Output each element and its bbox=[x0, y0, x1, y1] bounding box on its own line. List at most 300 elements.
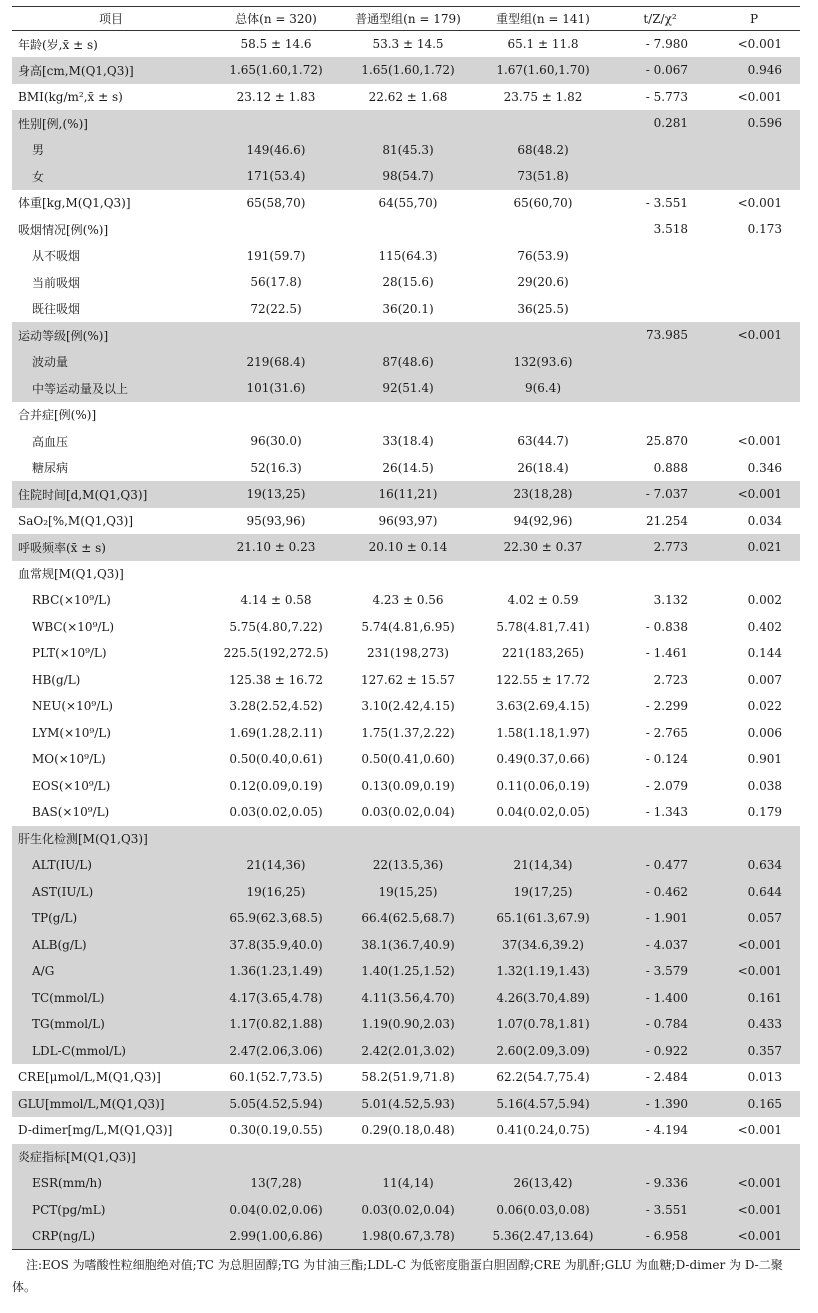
cell-total: 2.99(1.00,6.86) bbox=[210, 1223, 342, 1250]
cell-statistic: - 0.477 bbox=[612, 852, 708, 879]
cell-common: 4.23 ± 0.56 bbox=[372, 593, 444, 608]
cell-severe: 9(6.4) bbox=[474, 375, 612, 402]
cell-total: 72(22.5) bbox=[250, 301, 302, 316]
cell-common: 0.03(0.02,0.04) bbox=[342, 1197, 474, 1224]
cell-p-value bbox=[708, 243, 800, 270]
cell-p-value: 0.038 bbox=[747, 778, 782, 793]
cell-common: 5.74(4.81,6.95) bbox=[361, 619, 455, 634]
cell-common: 22(13.5,36) bbox=[342, 852, 474, 879]
cell-statistic: - 2.765 bbox=[645, 725, 688, 740]
cell-severe: 1.07(0.78,1.81) bbox=[474, 1011, 612, 1038]
cell-statistic: - 1.901 bbox=[612, 905, 708, 932]
cell-severe: 94(92,96) bbox=[513, 513, 573, 528]
row-label: 中等运动量及以上 bbox=[12, 375, 210, 402]
header-severe-group: 重型组(n = 141) bbox=[474, 7, 612, 31]
row-label: 合并症[例(%)] bbox=[18, 408, 97, 423]
cell-severe: 37(34.6,39.2) bbox=[474, 932, 612, 959]
footnote-text: 注:EOS 为嗜酸性粒细胞绝对值;TC 为总胆固醇;TG 为甘油三酯;LDL-C 为低密度脂蛋白胆固醇;CRE 为肌酐;GLU 为血糖;D-dimer 为 D-二聚体。 bbox=[12, 1258, 783, 1294]
table-row bbox=[12, 1223, 800, 1250]
cell-total: 4.14 ± 0.58 bbox=[240, 593, 312, 608]
cell-total: 1.17(0.82,1.88) bbox=[210, 1011, 342, 1038]
cell-severe: 2.60(2.09,3.09) bbox=[474, 1038, 612, 1065]
cell-statistic: - 1.461 bbox=[645, 646, 688, 661]
cell-severe bbox=[474, 826, 612, 853]
cell-common: 64(55,70) bbox=[378, 195, 438, 210]
cell-common: 115(64.3) bbox=[378, 248, 438, 263]
row-label: CRP(ng/L) bbox=[12, 1223, 210, 1250]
cell-total: 95(93,96) bbox=[246, 513, 306, 528]
cell-p-value: <0.001 bbox=[737, 434, 782, 449]
cell-statistic: 3.132 bbox=[653, 593, 688, 608]
cell-severe: 0.41(0.24,0.75) bbox=[496, 1123, 590, 1138]
row-label: 高血压 bbox=[32, 434, 69, 449]
cell-severe: 36(25.5) bbox=[517, 301, 569, 316]
row-label: AST(IU/L) bbox=[12, 879, 210, 906]
cell-p-value: 0.402 bbox=[747, 619, 782, 634]
cell-common bbox=[342, 110, 474, 137]
table-row bbox=[12, 932, 800, 959]
cell-common: 26(14.5) bbox=[382, 460, 434, 475]
table-row bbox=[12, 1117, 800, 1144]
cell-common: 58.2(51.9,71.8) bbox=[361, 1070, 455, 1085]
cell-total: 191(59.7) bbox=[246, 248, 306, 263]
cell-p-value: 0.433 bbox=[708, 1011, 800, 1038]
cell-p-value bbox=[708, 349, 800, 376]
table-row bbox=[12, 561, 800, 588]
cell-statistic: - 7.980 bbox=[645, 37, 688, 51]
cell-total bbox=[210, 216, 342, 243]
cell-statistic: - 5.773 bbox=[645, 89, 688, 104]
table-row bbox=[12, 269, 800, 296]
cell-p-value: 0.173 bbox=[747, 222, 782, 237]
cell-severe: 65.1 ± 11.8 bbox=[507, 37, 579, 51]
cell-p-value: 0.161 bbox=[708, 985, 800, 1012]
row-label: 运动等级[例(%)] bbox=[12, 322, 210, 349]
cell-p-value bbox=[708, 826, 800, 853]
cell-total: 52(16.3) bbox=[250, 460, 302, 475]
table-row bbox=[12, 1064, 800, 1091]
cell-p-value: 0.013 bbox=[747, 1070, 782, 1085]
cell-total: 19(16,25) bbox=[210, 879, 342, 906]
cell-p-value bbox=[708, 137, 800, 164]
cell-p-value: <0.001 bbox=[708, 1197, 800, 1224]
cell-severe: 0.11(0.06,0.19) bbox=[496, 778, 590, 793]
cell-p-value: 0.901 bbox=[747, 752, 782, 767]
cell-common: 81(45.3) bbox=[342, 137, 474, 164]
cell-statistic bbox=[612, 375, 708, 402]
cell-common: 1.40(1.25,1.52) bbox=[342, 958, 474, 985]
cell-p-value: 0.165 bbox=[708, 1091, 800, 1118]
cell-severe: 5.78(4.81,7.41) bbox=[496, 619, 590, 634]
row-label: RBC(×10⁹/L) bbox=[32, 593, 111, 608]
cell-total: 3.28(2.52,4.52) bbox=[229, 699, 323, 714]
cell-p-value: 0.007 bbox=[747, 672, 782, 687]
cell-statistic: 2.773 bbox=[612, 534, 708, 561]
cell-total: 96(30.0) bbox=[250, 434, 302, 449]
cell-statistic: - 0.124 bbox=[645, 752, 688, 767]
cell-common: 96(93,97) bbox=[378, 513, 438, 528]
cell-total: 149(46.6) bbox=[210, 137, 342, 164]
row-label: MO(×10⁹/L) bbox=[32, 752, 106, 767]
cell-severe: 22.30 ± 0.37 bbox=[474, 534, 612, 561]
row-label: 肝生化检测[M(Q1,Q3)] bbox=[12, 826, 210, 853]
row-label: 血常规[M(Q1,Q3)] bbox=[18, 567, 124, 582]
cell-common: 92(51.4) bbox=[342, 375, 474, 402]
cell-p-value bbox=[708, 375, 800, 402]
table-row bbox=[12, 296, 800, 323]
cell-common bbox=[342, 561, 474, 588]
cell-common: 4.11(3.56,4.70) bbox=[342, 985, 474, 1012]
cell-severe: 1.32(1.19,1.43) bbox=[474, 958, 612, 985]
cell-statistic: - 9.336 bbox=[612, 1170, 708, 1197]
table-row bbox=[12, 1144, 800, 1171]
header-statistic: t/Z/χ² bbox=[612, 7, 708, 31]
cell-common: 38.1(36.7,40.9) bbox=[342, 932, 474, 959]
table-row bbox=[12, 1091, 800, 1118]
table-row bbox=[12, 375, 800, 402]
cell-common bbox=[342, 1144, 474, 1171]
table-row bbox=[12, 1038, 800, 1065]
cell-statistic: - 0.838 bbox=[645, 619, 688, 634]
cell-common: 98(54.7) bbox=[342, 163, 474, 190]
cell-p-value: <0.001 bbox=[708, 1223, 800, 1250]
row-label: BAS(×10⁹/L) bbox=[32, 805, 110, 820]
table-row bbox=[12, 1197, 800, 1224]
cell-statistic: 21.254 bbox=[646, 513, 688, 528]
cell-total: 56(17.8) bbox=[250, 275, 302, 290]
row-label: BMI(kg/m²,x̄ ± s) bbox=[18, 89, 123, 104]
cell-severe: 0.49(0.37,0.66) bbox=[496, 752, 590, 767]
cell-p-value: 0.021 bbox=[708, 534, 800, 561]
cell-severe: 73(51.8) bbox=[474, 163, 612, 190]
cell-statistic: 3.518 bbox=[653, 222, 688, 237]
cell-total: 60.1(52.7,73.5) bbox=[229, 1070, 323, 1085]
cell-p-value: 0.144 bbox=[747, 646, 782, 661]
cell-statistic: - 6.958 bbox=[612, 1223, 708, 1250]
cell-total: 0.03(0.02,0.05) bbox=[229, 805, 323, 820]
cell-total bbox=[210, 322, 342, 349]
cell-p-value bbox=[708, 296, 800, 323]
table-row bbox=[12, 216, 800, 243]
cell-severe bbox=[474, 110, 612, 137]
cell-total: 19(13,25) bbox=[210, 481, 342, 508]
row-label: D-dimer[mg/L,M(Q1,Q3)] bbox=[18, 1123, 173, 1138]
cell-severe: 0.06(0.03,0.08) bbox=[474, 1197, 612, 1224]
cell-p-value: <0.001 bbox=[708, 1170, 800, 1197]
table-row bbox=[12, 1170, 800, 1197]
cell-common: 87(48.6) bbox=[342, 349, 474, 376]
cell-common: 2.42(2.01,3.02) bbox=[342, 1038, 474, 1065]
cell-p-value bbox=[708, 561, 800, 588]
cell-total: 21.10 ± 0.23 bbox=[210, 534, 342, 561]
table-row bbox=[12, 481, 800, 508]
cell-common: 1.19(0.90,2.03) bbox=[342, 1011, 474, 1038]
cell-total: 1.69(1.28,2.11) bbox=[229, 725, 323, 740]
cell-common: 0.13(0.09,0.19) bbox=[361, 778, 455, 793]
table-row bbox=[12, 163, 800, 190]
cell-common: 33(18.4) bbox=[382, 434, 434, 449]
table-row bbox=[12, 826, 800, 853]
cell-statistic: 73.985 bbox=[612, 322, 708, 349]
cell-total bbox=[210, 1144, 342, 1171]
row-label: 既往吸烟 bbox=[32, 302, 81, 317]
cell-total: 21(14,36) bbox=[210, 852, 342, 879]
cell-p-value: 0.634 bbox=[708, 852, 800, 879]
cell-severe: 0.04(0.02,0.05) bbox=[496, 805, 590, 820]
cell-statistic: - 4.194 bbox=[645, 1123, 688, 1138]
cell-severe: 132(93.6) bbox=[474, 349, 612, 376]
table-container bbox=[12, 6, 800, 1250]
row-label: LYM(×10⁹/L) bbox=[32, 725, 111, 740]
cell-severe: 26(18.4) bbox=[517, 460, 569, 475]
cell-common bbox=[342, 322, 474, 349]
cell-total: 58.5 ± 14.6 bbox=[240, 37, 312, 51]
cell-common: 1.65(1.60,1.72) bbox=[342, 57, 474, 84]
table-row bbox=[12, 31, 800, 58]
cell-common bbox=[342, 216, 474, 243]
table-row bbox=[12, 508, 800, 535]
cell-statistic bbox=[612, 296, 708, 323]
cell-p-value: 0.002 bbox=[747, 593, 782, 608]
cell-p-value: 0.346 bbox=[747, 460, 782, 475]
cell-p-value: <0.001 bbox=[737, 89, 782, 104]
cell-severe: 21(14,34) bbox=[474, 852, 612, 879]
cell-p-value: 0.057 bbox=[708, 905, 800, 932]
table-row bbox=[12, 587, 800, 614]
cell-statistic: - 0.067 bbox=[612, 57, 708, 84]
cell-statistic: 0.281 bbox=[612, 110, 708, 137]
table-row bbox=[12, 614, 800, 641]
cell-statistic: - 0.922 bbox=[612, 1038, 708, 1065]
cell-severe: 1.58(1.18,1.97) bbox=[496, 725, 590, 740]
cell-severe: 63(44.7) bbox=[517, 434, 569, 449]
cell-statistic: 25.870 bbox=[646, 434, 688, 449]
cell-severe: 76(53.9) bbox=[517, 248, 569, 263]
cell-total: 171(53.4) bbox=[210, 163, 342, 190]
row-label: 性别[例,(%)] bbox=[12, 110, 210, 137]
table-row bbox=[12, 349, 800, 376]
cell-severe: 23(18,28) bbox=[474, 481, 612, 508]
row-label: 呼吸频率(x̄ ± s) bbox=[12, 534, 210, 561]
cell-severe: 4.26(3.70,4.89) bbox=[474, 985, 612, 1012]
table-row bbox=[12, 667, 800, 694]
table-row bbox=[12, 693, 800, 720]
cell-total: 5.75(4.80,7.22) bbox=[229, 619, 323, 634]
cell-common bbox=[342, 826, 474, 853]
cell-statistic bbox=[612, 163, 708, 190]
row-label: 炎症指标[M(Q1,Q3)] bbox=[12, 1144, 210, 1171]
cell-p-value bbox=[708, 402, 800, 429]
table-row bbox=[12, 879, 800, 906]
row-label: LDL-C(mmol/L) bbox=[12, 1038, 210, 1065]
row-label: TP(g/L) bbox=[12, 905, 210, 932]
header-common-group: 普通型组(n = 179) bbox=[342, 7, 474, 31]
cell-severe: 5.16(4.57,5.94) bbox=[474, 1091, 612, 1118]
cell-common: 5.01(4.52,5.93) bbox=[342, 1091, 474, 1118]
cell-statistic bbox=[612, 137, 708, 164]
cell-p-value: <0.001 bbox=[708, 322, 800, 349]
cell-severe: 29(20.6) bbox=[517, 275, 569, 290]
cell-common bbox=[342, 402, 474, 429]
cell-common: 231(198,273) bbox=[367, 646, 449, 661]
cell-p-value: <0.001 bbox=[737, 195, 782, 210]
table-row bbox=[12, 985, 800, 1012]
cell-severe: 23.75 ± 1.82 bbox=[503, 89, 583, 104]
cell-common: 127.62 ± 15.57 bbox=[360, 672, 456, 687]
cell-common: 1.98(0.67,3.78) bbox=[342, 1223, 474, 1250]
row-label: HB(g/L) bbox=[32, 672, 81, 687]
row-label: 吸烟情况[例(%)] bbox=[18, 222, 109, 237]
cell-statistic: - 1.343 bbox=[645, 805, 688, 820]
table-row bbox=[12, 534, 800, 561]
cell-common: 19(15,25) bbox=[342, 879, 474, 906]
header-total: 总体(n = 320) bbox=[210, 7, 342, 31]
cell-statistic: 2.723 bbox=[653, 672, 688, 687]
cell-statistic: - 4.037 bbox=[612, 932, 708, 959]
table-row bbox=[12, 84, 800, 111]
cell-p-value: <0.001 bbox=[708, 958, 800, 985]
row-label: ALT(IU/L) bbox=[12, 852, 210, 879]
cell-p-value: 0.946 bbox=[708, 57, 800, 84]
cell-statistic bbox=[612, 243, 708, 270]
table-row bbox=[12, 428, 800, 455]
cell-common: 3.10(2.42,4.15) bbox=[361, 699, 455, 714]
cell-common: 66.4(62.5,68.7) bbox=[342, 905, 474, 932]
table-row bbox=[12, 905, 800, 932]
table-row bbox=[12, 773, 800, 800]
cell-severe bbox=[474, 561, 612, 588]
row-label: 糖尿病 bbox=[32, 461, 69, 476]
cell-common: 11(4,14) bbox=[342, 1170, 474, 1197]
cell-severe: 65.1(61.3,67.9) bbox=[474, 905, 612, 932]
cell-p-value: 0.179 bbox=[747, 805, 782, 820]
cell-statistic: - 2.484 bbox=[645, 1070, 688, 1085]
row-label: SaO₂[%,M(Q1,Q3)] bbox=[18, 513, 134, 528]
cell-statistic: - 2.299 bbox=[645, 699, 688, 714]
data-table bbox=[12, 6, 800, 1250]
cell-common: 0.29(0.18,0.48) bbox=[361, 1123, 455, 1138]
cell-statistic: - 0.784 bbox=[612, 1011, 708, 1038]
cell-p-value: 0.644 bbox=[708, 879, 800, 906]
row-label: ALB(g/L) bbox=[12, 932, 210, 959]
cell-common: 0.03(0.02,0.04) bbox=[361, 805, 455, 820]
table-header-row bbox=[12, 7, 800, 31]
row-label: EOS(×10⁹/L) bbox=[32, 778, 111, 793]
cell-severe bbox=[474, 322, 612, 349]
cell-p-value: 0.006 bbox=[747, 725, 782, 740]
cell-p-value: <0.001 bbox=[737, 1123, 782, 1138]
row-label: PCT(pg/mL) bbox=[12, 1197, 210, 1224]
cell-severe bbox=[474, 402, 612, 429]
cell-common: 0.50(0.41,0.60) bbox=[361, 752, 455, 767]
row-label: A/G bbox=[12, 958, 210, 985]
cell-severe: 62.2(54.7,75.4) bbox=[496, 1070, 590, 1085]
cell-common: 28(15.6) bbox=[382, 275, 434, 290]
cell-p-value: 0.034 bbox=[747, 513, 782, 528]
cell-total: 1.65(1.60,1.72) bbox=[210, 57, 342, 84]
cell-statistic: - 3.579 bbox=[612, 958, 708, 985]
cell-statistic: - 3.551 bbox=[612, 1197, 708, 1224]
row-label: 从不吸烟 bbox=[32, 249, 81, 264]
cell-severe: 1.67(1.60,1.70) bbox=[474, 57, 612, 84]
table-row bbox=[12, 243, 800, 270]
row-label: PLT(×10⁹/L) bbox=[32, 646, 107, 661]
table-row bbox=[12, 746, 800, 773]
row-label: 身高[cm,M(Q1,Q3)] bbox=[12, 57, 210, 84]
cell-statistic bbox=[612, 349, 708, 376]
table-row bbox=[12, 402, 800, 429]
cell-total: 219(68.4) bbox=[210, 349, 342, 376]
cell-p-value: <0.001 bbox=[737, 37, 782, 51]
cell-common: 20.10 ± 0.14 bbox=[342, 534, 474, 561]
cell-common: 36(20.1) bbox=[382, 301, 434, 316]
cell-statistic: - 3.551 bbox=[645, 195, 688, 210]
cell-total: 0.12(0.09,0.19) bbox=[229, 778, 323, 793]
cell-total: 13(7,28) bbox=[210, 1170, 342, 1197]
cell-common: 16(11,21) bbox=[342, 481, 474, 508]
row-label: TG(mmol/L) bbox=[12, 1011, 210, 1038]
cell-severe: 26(13,42) bbox=[474, 1170, 612, 1197]
cell-severe: 221(183,265) bbox=[502, 646, 584, 661]
cell-statistic bbox=[612, 561, 708, 588]
cell-total: 0.04(0.02,0.06) bbox=[210, 1197, 342, 1224]
cell-p-value: 0.022 bbox=[747, 699, 782, 714]
cell-p-value: 0.596 bbox=[708, 110, 800, 137]
cell-total: 125.38 ± 16.72 bbox=[228, 672, 324, 687]
cell-total: 2.47(2.06,3.06) bbox=[210, 1038, 342, 1065]
cell-statistic: 0.888 bbox=[653, 460, 688, 475]
cell-total: 0.50(0.40,0.61) bbox=[229, 752, 323, 767]
row-label: GLU[mmol/L,M(Q1,Q3)] bbox=[12, 1091, 210, 1118]
cell-total: 37.8(35.9,40.0) bbox=[210, 932, 342, 959]
cell-statistic bbox=[612, 269, 708, 296]
header-item: 项目 bbox=[12, 7, 210, 31]
cell-common: 22.62 ± 1.68 bbox=[368, 89, 448, 104]
cell-p-value bbox=[708, 269, 800, 296]
cell-common: 1.75(1.37,2.22) bbox=[361, 725, 455, 740]
table-row bbox=[12, 57, 800, 84]
row-label: 年龄(岁,x̄ ± s) bbox=[18, 37, 98, 52]
cell-statistic: - 0.462 bbox=[612, 879, 708, 906]
row-label: TC(mmol/L) bbox=[12, 985, 210, 1012]
cell-total: 1.36(1.23,1.49) bbox=[210, 958, 342, 985]
cell-total bbox=[210, 561, 342, 588]
table-row bbox=[12, 720, 800, 747]
row-label: CRE[μmol/L,M(Q1,Q3)] bbox=[18, 1070, 161, 1085]
cell-statistic: - 1.400 bbox=[612, 985, 708, 1012]
cell-statistic bbox=[612, 826, 708, 853]
cell-total: 101(31.6) bbox=[210, 375, 342, 402]
cell-total: 65.9(62.3,68.5) bbox=[210, 905, 342, 932]
table-row bbox=[12, 1011, 800, 1038]
cell-p-value: <0.001 bbox=[708, 932, 800, 959]
row-label: 女 bbox=[12, 163, 210, 190]
cell-severe: 19(17,25) bbox=[474, 879, 612, 906]
row-label: 体重[kg,M(Q1,Q3)] bbox=[18, 196, 131, 211]
cell-total: 65(58,70) bbox=[246, 195, 306, 210]
cell-common: 53.3 ± 14.5 bbox=[372, 37, 444, 51]
cell-severe: 122.55 ± 17.72 bbox=[495, 672, 591, 687]
cell-severe: 65(60,70) bbox=[513, 195, 573, 210]
cell-statistic: - 2.079 bbox=[645, 778, 688, 793]
cell-statistic bbox=[612, 1144, 708, 1171]
cell-total: 4.17(3.65,4.78) bbox=[210, 985, 342, 1012]
table-row bbox=[12, 137, 800, 164]
table-row bbox=[12, 322, 800, 349]
table-row bbox=[12, 455, 800, 482]
row-label: WBC(×10⁹/L) bbox=[32, 619, 115, 634]
table-row bbox=[12, 110, 800, 137]
